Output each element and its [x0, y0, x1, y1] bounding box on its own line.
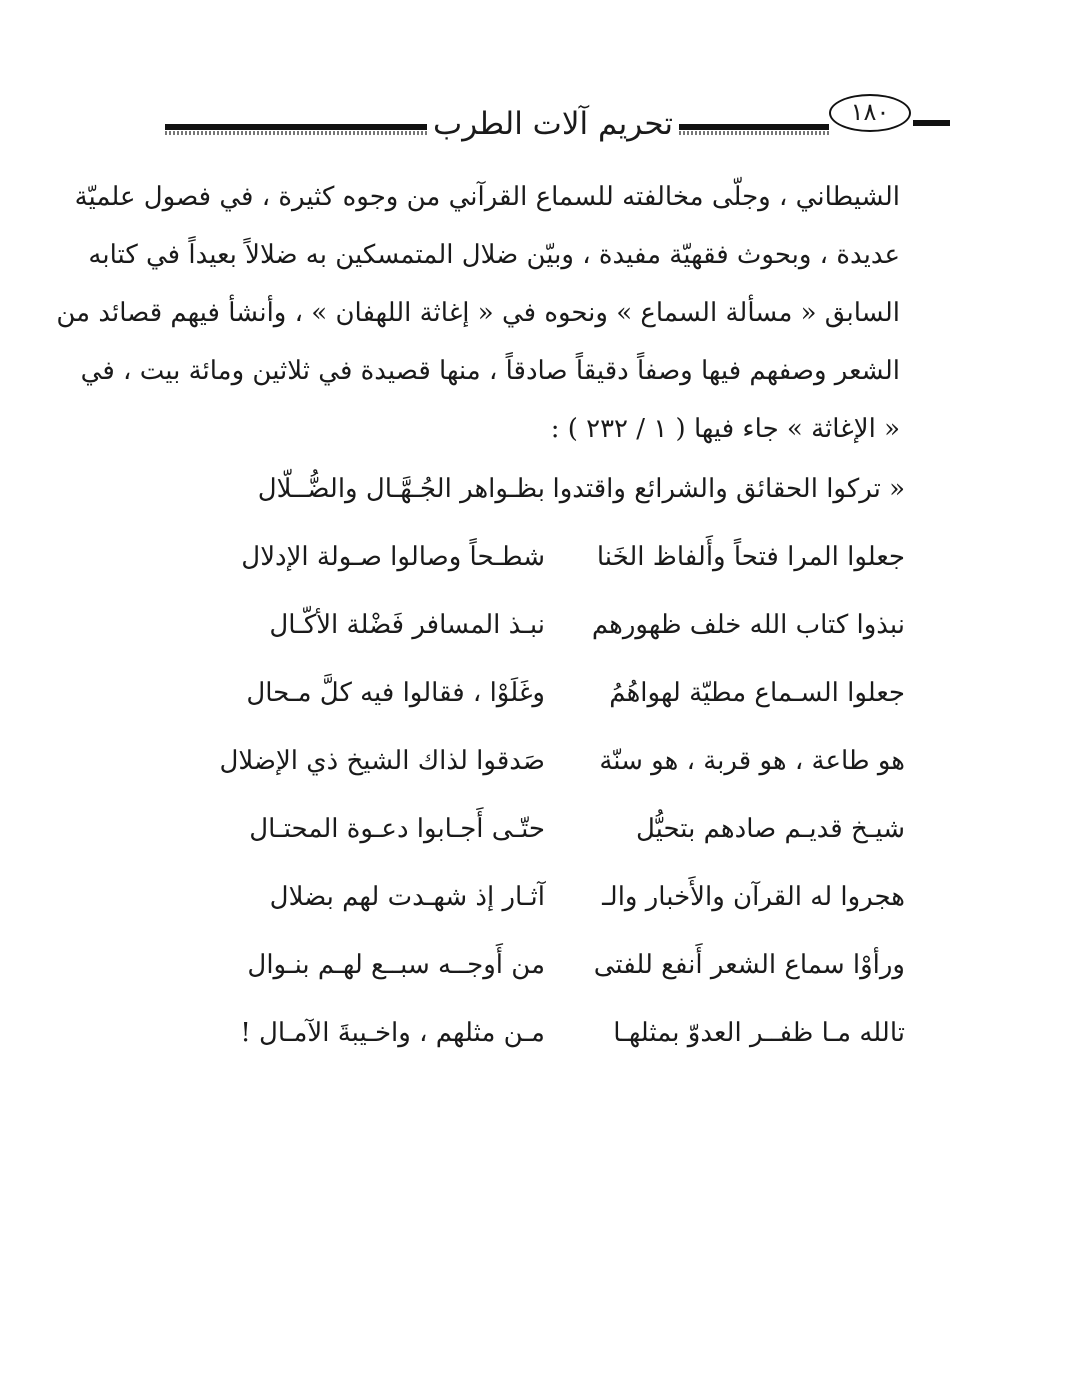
page-header [165, 88, 950, 148]
verse-second-hemistich: بظـواهر الجُـهَّـال والضُّــلّال [257, 474, 545, 504]
poem [215, 460, 905, 1072]
header-rule-thick-left [165, 124, 427, 130]
poem-verse [215, 936, 905, 1004]
verse-second-hemistich: شطـحاً وصالوا صـولة الإدلال [241, 542, 545, 572]
paragraph-line: السابق « مسألة السماع » ونحوه في « إغاثة اللهفان » ، وأنشأ فيهم قصائد من [56, 298, 900, 328]
verse-first-hemistich: جعلوا السـماع مطيّة لهواهُمُ [609, 678, 905, 708]
paragraph-line: « الإغاثة » جاء فيها ( ١ / ٢٣٢ ) : [550, 414, 900, 444]
verse-first-hemistich: هو طاعة ، هو قربة ، هو سنّة [599, 746, 905, 776]
poem-verse [215, 800, 905, 868]
header-rule-middle [679, 124, 829, 136]
paragraph-line: الشعر وصفهم فيها وصفاً دقيقاً صادقاً ، منها قصيدة في ثلاثين ومائة بيت ، في [80, 356, 900, 386]
verse-first-hemistich: شيـخ قديـم صادهم بتحيُّل [635, 814, 905, 844]
body-paragraph [56, 168, 900, 458]
verse-first-hemistich: « تركوا الحقائق والشرائع واقتدوا [552, 474, 905, 504]
page-number: ١٨٠ [829, 94, 911, 132]
verse-second-hemistich: نبـذ المسافر فَضْلة الأكّـال [269, 610, 545, 640]
verse-second-hemistich: آثـار إذ شهـدت لهم بضلال [269, 882, 545, 912]
paragraph-line: الشيطاني ، وجلّى مخالفته للسماع القرآني من وجوه كثيرة ، في فصول علميّة [74, 182, 900, 212]
poem-verse [215, 528, 905, 596]
verse-second-hemistich: من أَوجــه سبــع لهـم بنـوال [247, 950, 545, 980]
verse-first-hemistich: ورأوْا سماع الشعر أَنفع للفتى [593, 950, 905, 980]
verse-second-hemistich: حتّـى أَجـابوا دعـوة المحتـال [249, 814, 545, 844]
header-rule-right [913, 120, 950, 126]
verse-first-hemistich: هجروا له القرآن والأَخبار والـ [602, 882, 905, 912]
verse-first-hemistich: تالله مـا ظفــر العدوّ بمثلهـا [613, 1018, 905, 1048]
poem-verse [215, 664, 905, 732]
verse-second-hemistich: صَدقوا لذاك الشيخ ذي الإضلال [219, 746, 545, 776]
header-rule-dotted-left [165, 131, 427, 135]
header-rule-thick-middle [679, 124, 829, 130]
poem-verse [215, 868, 905, 936]
verse-second-hemistich: مـن مثلهم ، واخـيبةَ الآمـال ! [240, 1018, 545, 1048]
poem-verse [215, 1004, 905, 1072]
header-rule-left [165, 124, 427, 136]
header-rule-dotted-middle [679, 131, 829, 135]
poem-verse [215, 596, 905, 664]
paragraph-line: عديدة ، وبحوث فقهيّة مفيدة ، وبيّن ضلال المتمسكين به ضلالاً بعيداً في كتابه [88, 240, 900, 270]
poem-verse [215, 460, 905, 528]
running-title: تحريم آلات الطرب [433, 106, 673, 142]
poem-verse [215, 732, 905, 800]
verse-first-hemistich: جعلوا المرا فتحاً وأَلفاظ الخَنا [596, 542, 905, 572]
verse-first-hemistich: نبذوا كتاب الله خلف ظهورهم [591, 610, 905, 640]
verse-second-hemistich: وغَلَوْا ، فقالوا فيه كلَّ مـحال [246, 678, 545, 708]
